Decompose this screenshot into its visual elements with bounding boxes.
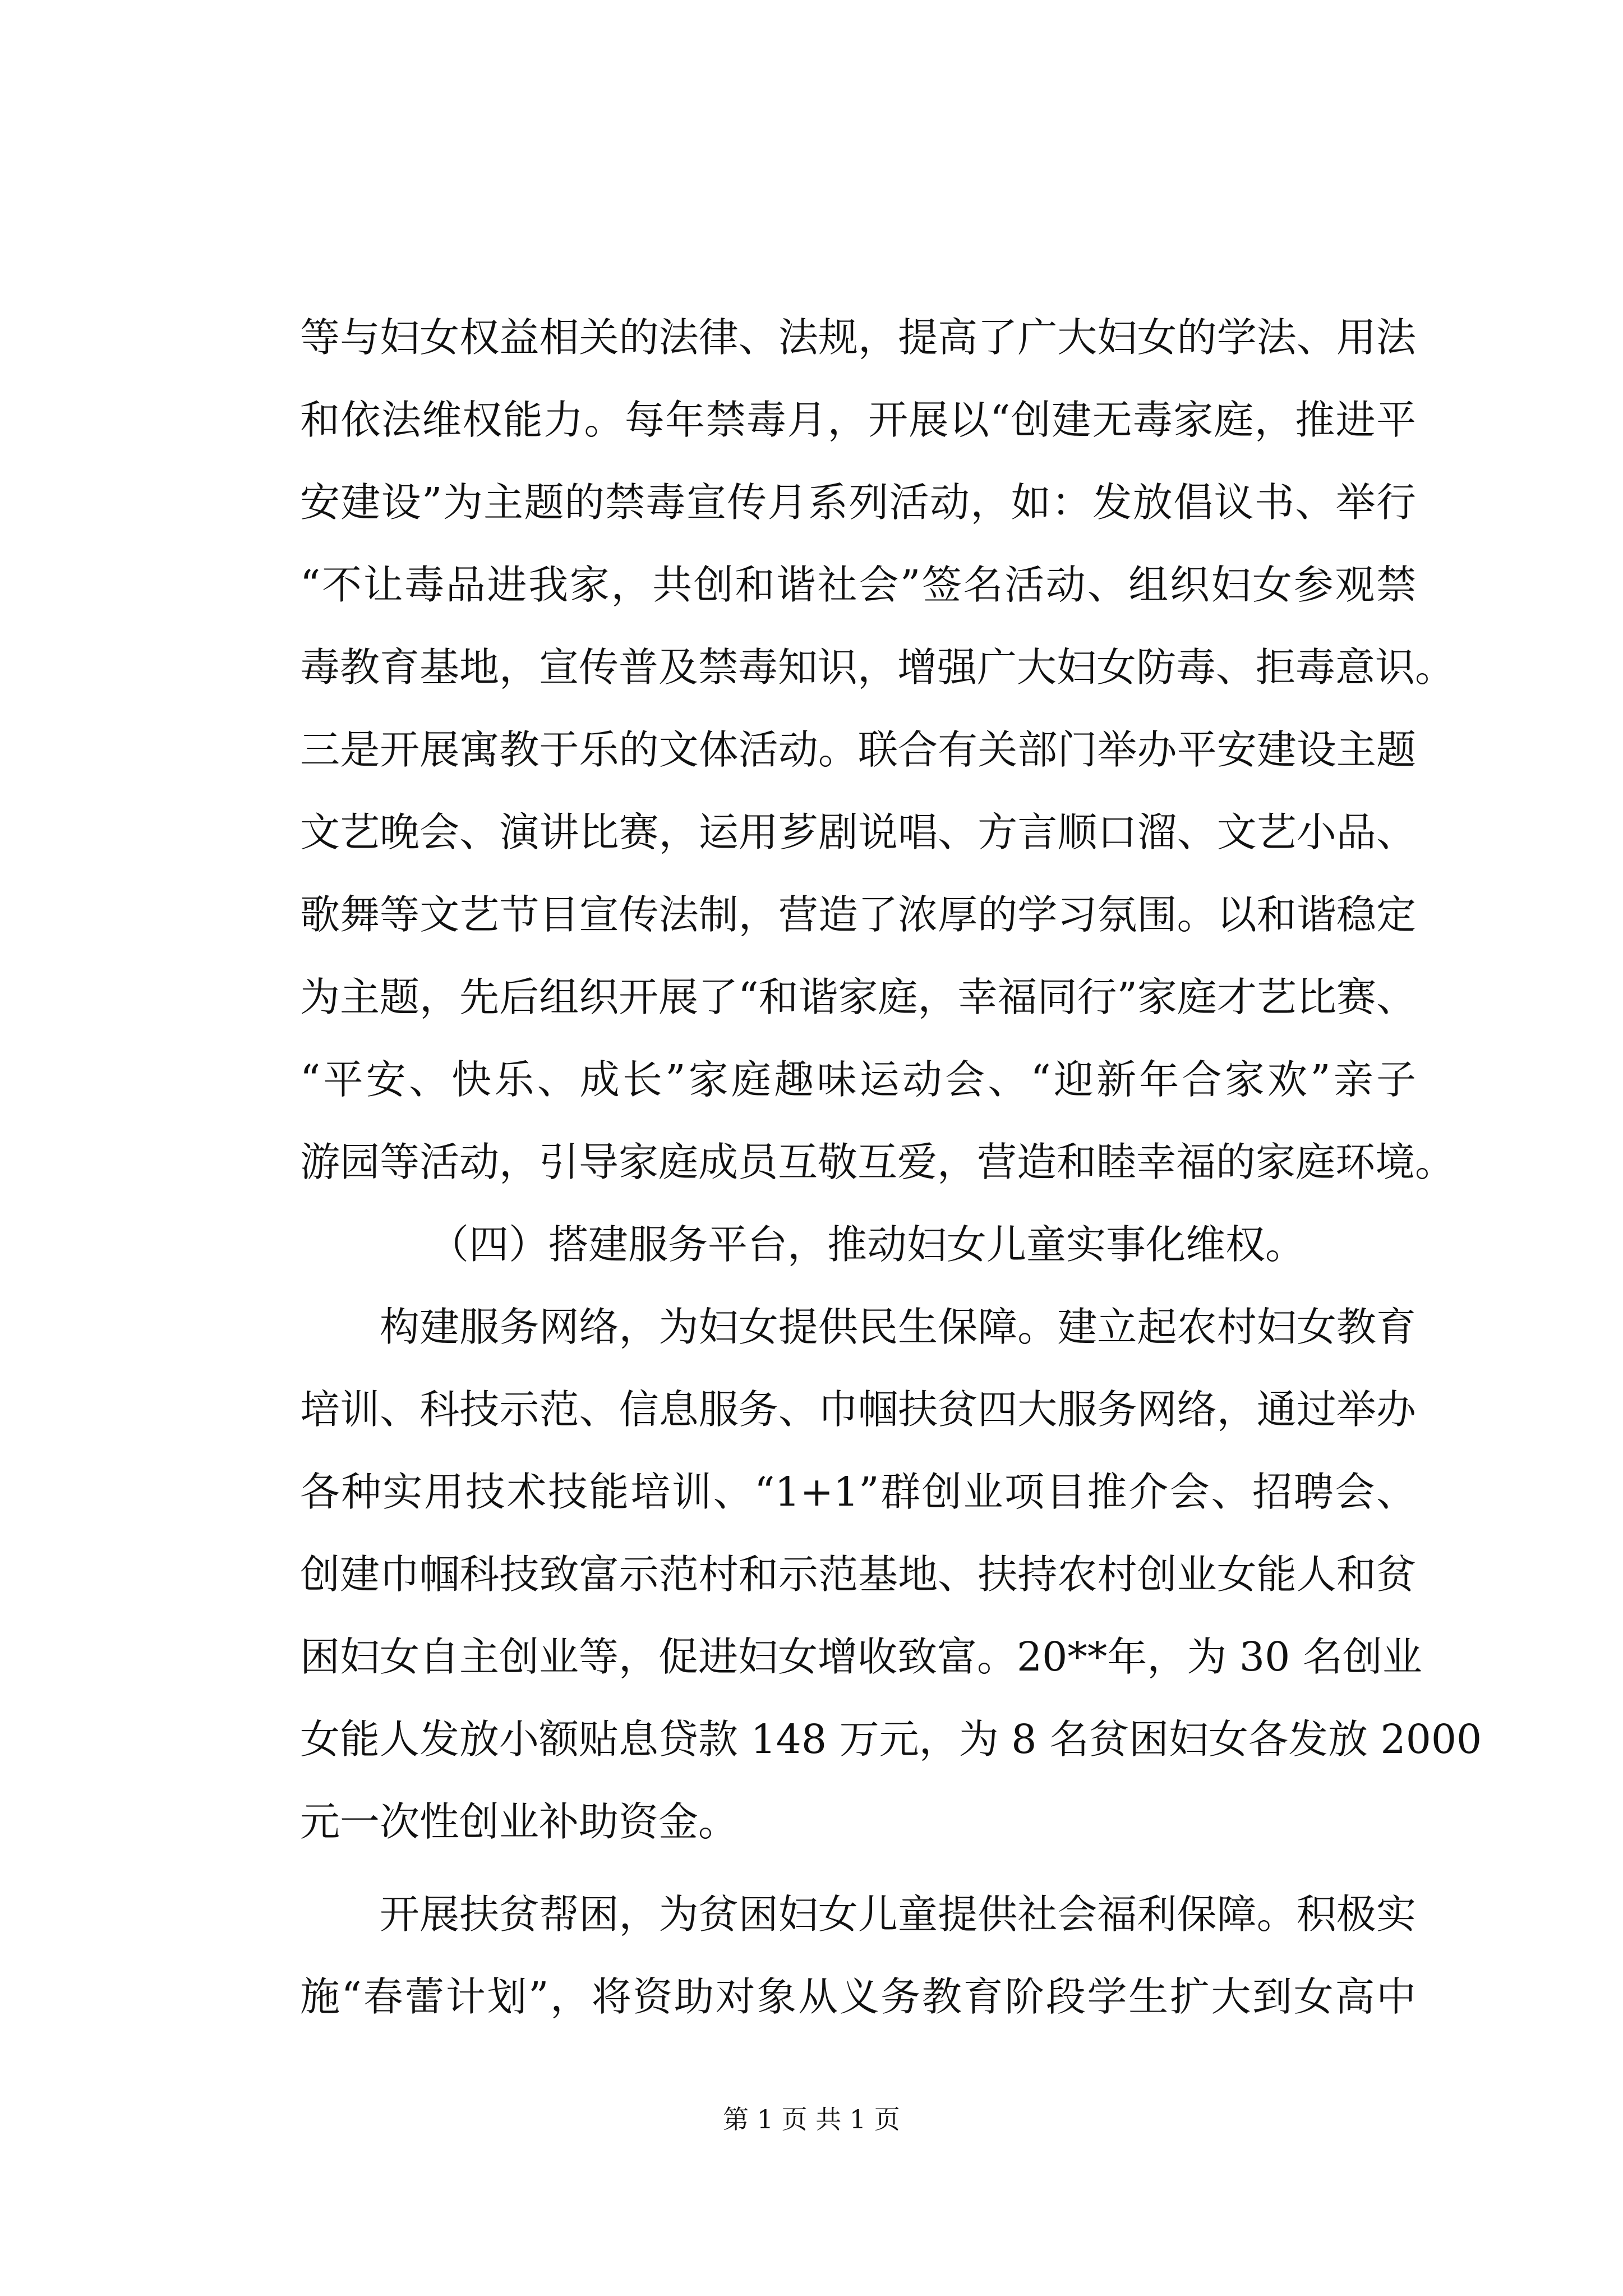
text-line: 困妇女自主创业等，促进妇女增收致富。20**年，为 30 名创业 <box>300 1634 1422 1680</box>
text-line: 女能人发放小额贴息贷款 148 万元，为 8 名贫困妇女各发放 2000 <box>300 1716 1482 1763</box>
page-footer: 第 1 页 共 1 页 <box>723 2104 900 2134</box>
text-line: 毒教育基地，宣传普及禁毒知识，增强广大妇女防毒、拒毒意识。 <box>300 644 1455 691</box>
text-line: 为主题，先后组织开展了“和谐家庭，幸福同行”家庭才艺比赛、 <box>300 974 1416 1020</box>
paragraph-first-line: 构建服务网络，为妇女提供民生保障。建立起农村妇女教育 <box>380 1304 1416 1350</box>
text-line: 创建巾帼科技致富示范村和示范基地、扶持农村创业女能人和贫 <box>300 1551 1416 1598</box>
text-line: 和依法维权能力。每年禁毒月，开展以“创建无毒家庭，推进平 <box>300 397 1416 443</box>
text-line: “不让毒品进我家，共创和谐社会”签名活动、组织妇女参观禁 <box>300 562 1416 608</box>
text-line: 各种实用技术技能培训、“1+1”群创业项目推介会、招聘会、 <box>300 1469 1416 1515</box>
text-line: 施“春蕾计划”，将资助对象从义务教育阶段学生扩大到女高中 <box>300 1973 1416 2020</box>
text-line: 安建设”为主题的禁毒宣传月系列活动，如：发放倡议书、举行 <box>300 479 1416 526</box>
text-line: 文艺晚会、演讲比赛，运用芗剧说唱、方言顺口溜、文艺小品、 <box>300 809 1416 855</box>
text-line: 元一次性创业补助资金。 <box>300 1798 739 1845</box>
text-line: “平安、快乐、成长”家庭趣味运动会、“迎新年合家欢”亲子 <box>300 1056 1416 1103</box>
text-line: 歌舞等文艺节目宣传法制，营造了浓厚的学习氛围。以和谐稳定 <box>300 891 1416 938</box>
text-line: 培训、科技示范、信息服务、巾帼扶贫四大服务网络，通过举办 <box>300 1386 1416 1433</box>
text-line: 三是开展寓教于乐的文体活动。联合有关部门举办平安建设主题 <box>300 726 1416 773</box>
document-body <box>300 296 1482 2038</box>
paragraph-first-line: 开展扶贫帮困，为贫困妇女儿童提供社会福利保障。积极实 <box>380 1891 1416 1938</box>
text-line: 等与妇女权益相关的法律、法规，提高了广大妇女的学法、用法 <box>300 314 1416 361</box>
text-line: 游园等活动，引导家庭成员互敬互爱，营造和睦幸福的家庭环境。 <box>300 1139 1455 1185</box>
section-heading: （四）搭建服务平台，推动妇女儿童实事化维权。 <box>429 1221 1306 1268</box>
